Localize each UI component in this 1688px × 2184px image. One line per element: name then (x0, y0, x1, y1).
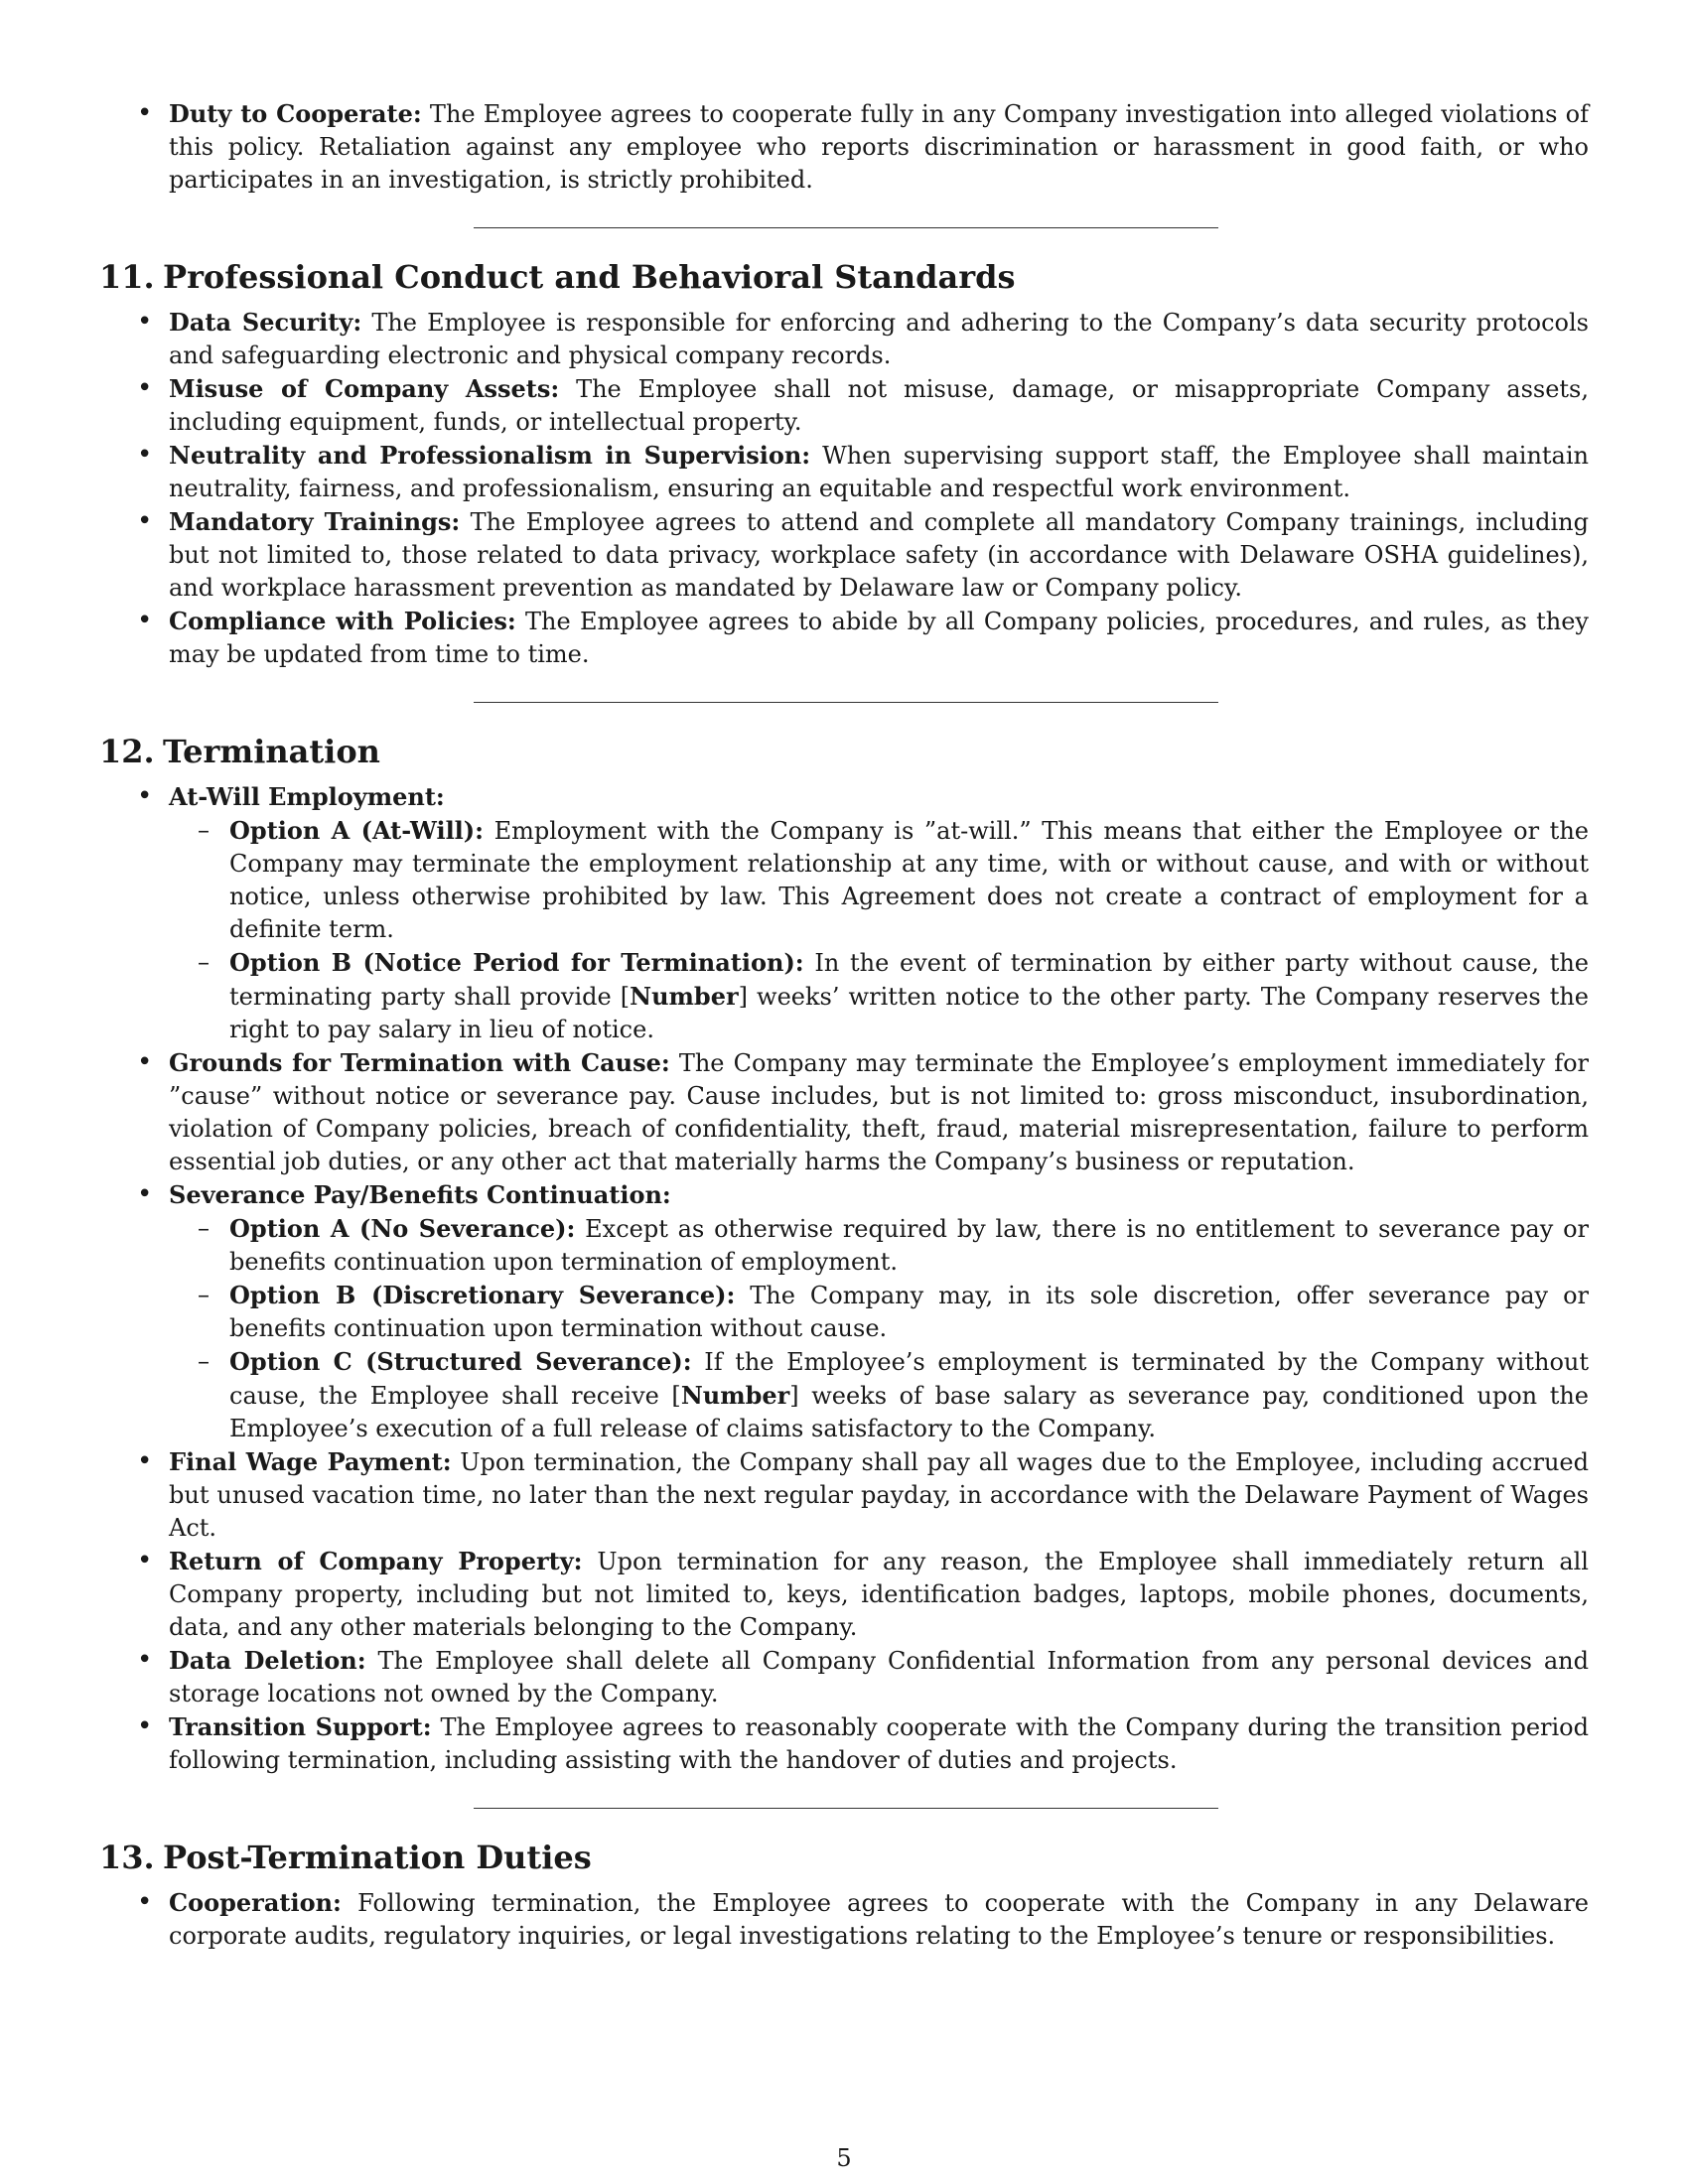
list-item (99, 97, 1589, 197)
section-number: 12. (99, 733, 155, 770)
list-item (99, 505, 1589, 605)
item-text: The Employee agrees to attend and complete all mandatory Company trainings, including but not limited to, those related to data privacy, workplace safety (in accordance with Delaware OSHA guidelines), and workplace harassment prevention as mandated by Delaware law or Company policy. (169, 508, 1590, 602)
item-label: Misuse of Company Assets: (169, 374, 560, 403)
section-12 (99, 732, 1589, 1777)
item-text: The Employee is responsible for enforcing and adhering to the Company’s data security protocols and safeguarding electronic and physical company records. (169, 309, 1589, 369)
placeholder-field: Number (630, 982, 739, 1011)
item-label: Severance Pay/Benefits Continuation: (169, 1180, 671, 1209)
list-item (99, 1644, 1589, 1710)
sub-list-item (99, 1212, 1589, 1279)
option-text: ] weeks’ written notice to the other party. The Company reserves the right to pay salary in lieu of notice. (229, 983, 1590, 1043)
item-label: Duty to Cooperate: (169, 99, 422, 128)
section-11-list (99, 306, 1589, 671)
sub-list (169, 1212, 1589, 1445)
list-item (99, 605, 1589, 671)
sub-list-item (99, 814, 1589, 946)
list-item (99, 1886, 1589, 1953)
item-text: The Employee shall delete all Company Confidential Information from any personal devices and storage locations not owned by the Company. (169, 1647, 1590, 1707)
item-label: At-Will Employment: (169, 782, 445, 811)
intro-list (99, 97, 1589, 197)
section-title (99, 257, 1589, 297)
option-label: Option A (At-Will): (229, 816, 485, 845)
list-item (99, 1046, 1589, 1178)
option-text: In the event of termination by either party without cause, the terminating party shall provide [ (229, 949, 1590, 1011)
item-label: Return of Company Property: (169, 1547, 583, 1575)
list-item (99, 1445, 1589, 1545)
section-13-list (99, 1886, 1589, 1953)
list-item (99, 1545, 1589, 1644)
item-text: Upon termination, the Company shall pay all wages due to the Employee, including accrued but unused vacation time, no later than the next regular payday, in accordance with the Delaware Payment of Wages Act. (169, 1448, 1589, 1542)
option-text: If the Employee’s employment is terminated by the Company without cause, the Employee shall receive [ (229, 1348, 1589, 1410)
list-item (99, 372, 1589, 439)
item-text: The Employee shall not misuse, damage, or misappropriate Company assets, including equipment, funds, or intellectual property. (169, 375, 1590, 436)
item-label: Transition Support: (169, 1712, 432, 1741)
item-text: When supervising support staff, the Employee shall maintain neutrality, fairness, and professionalism, ensuring an equitable and respectful work environment. (169, 442, 1590, 502)
option-text: Employment with the Company is ”at-will.” This means that either the Employee or the Company may terminate the employment relationship at any time, with or without cause, and with or without notice, unless otherwise prohibited by law. This Agreement does not create a contract of employment for a definite term. (229, 817, 1589, 943)
section-12-list (99, 780, 1589, 1777)
option-text: ] weeks of base salary as severance pay, conditioned upon the Employee’s execution of a full release of claims satisfactory to the Company. (229, 1382, 1590, 1442)
sub-list-item (99, 1345, 1589, 1445)
section-11 (99, 257, 1589, 671)
list-item (99, 439, 1589, 505)
item-label: Final Wage Payment: (169, 1447, 452, 1476)
item-text: The Employee agrees to cooperate fully in any Company investigation into alleged violations of this policy. Retaliation against any employee who reports discrimination or harassment in good faith, or who participates in an investigation, is strictly prohibited. (169, 100, 1589, 194)
item-text: Following termination, the Employee agrees to cooperate with the Company in any Delaware corporate audits, regulatory inquiries, or legal investigations relating to the Employee’s tenure or responsibilities. (169, 1889, 1589, 1950)
section-number: 13. (99, 1839, 155, 1876)
placeholder-field: Number (680, 1381, 790, 1410)
item-label: Neutrality and Professionalism in Supervision: (169, 441, 811, 470)
item-label: Mandatory Trainings: (169, 507, 461, 536)
section-title-text: Professional Conduct and Behavioral Standards (163, 258, 1016, 296)
option-label: Option B (Notice Period for Termination): (229, 948, 804, 977)
section-divider (474, 227, 1218, 228)
document-page (99, 97, 1589, 1953)
list-item (99, 1710, 1589, 1777)
section-divider (474, 1808, 1218, 1809)
section-title (99, 732, 1589, 771)
option-text: Except as otherwise required by law, there is no entitlement to severance pay or benefits continuation upon termination of employment. (229, 1215, 1589, 1276)
sub-list-item (99, 1279, 1589, 1345)
option-text: The Company may, in its sole discretion, offer severance pay or benefits continuation upon termination without cause. (229, 1282, 1589, 1342)
item-text: The Employee agrees to abide by all Company policies, procedures, and rules, as they may be updated from time to time. (169, 608, 1589, 668)
sub-list-item (99, 946, 1589, 1046)
section-title-text: Termination (163, 733, 380, 770)
item-label: Data Deletion: (169, 1646, 366, 1675)
section-divider (474, 702, 1218, 703)
section-title-text: Post-Termination Duties (163, 1839, 592, 1876)
item-text: The Company may terminate the Employee’s employment immediately for ”cause” without notice or severance pay. Cause includes, but is not limited to: gross misconduct, insubordination, violation of Company policies, breach of confidentiality, theft, fraud, material misrepresentation, failure to perform essential job duties, or any other act that materially harms the Company’s business or reputation. (169, 1049, 1590, 1175)
option-label: Option B (Discretionary Severance): (229, 1281, 736, 1309)
section-title (99, 1838, 1589, 1877)
item-text: Upon termination for any reason, the Employee shall immediately return all Company property, including but not limited to, keys, identification badges, laptops, mobile phones, documents, data, and any other materials belonging to the Company. (169, 1548, 1589, 1641)
sub-list (169, 814, 1589, 1046)
item-label: Compliance with Policies: (169, 607, 516, 635)
list-item (99, 306, 1589, 372)
item-label: Grounds for Termination with Cause: (169, 1048, 670, 1077)
item-label: Data Security: (169, 308, 362, 337)
list-item (99, 780, 1589, 1046)
page-number: 5 (836, 2144, 852, 2172)
section-13 (99, 1838, 1589, 1953)
item-text: The Employee agrees to reasonably cooperate with the Company during the transition period following termination, including assisting with the handover of duties and projects. (169, 1713, 1589, 1774)
list-item (99, 1178, 1589, 1445)
option-label: Option C (Structured Severance): (229, 1347, 692, 1376)
option-label: Option A (No Severance): (229, 1214, 576, 1243)
item-label: Cooperation: (169, 1888, 342, 1917)
section-number: 11. (99, 258, 155, 296)
